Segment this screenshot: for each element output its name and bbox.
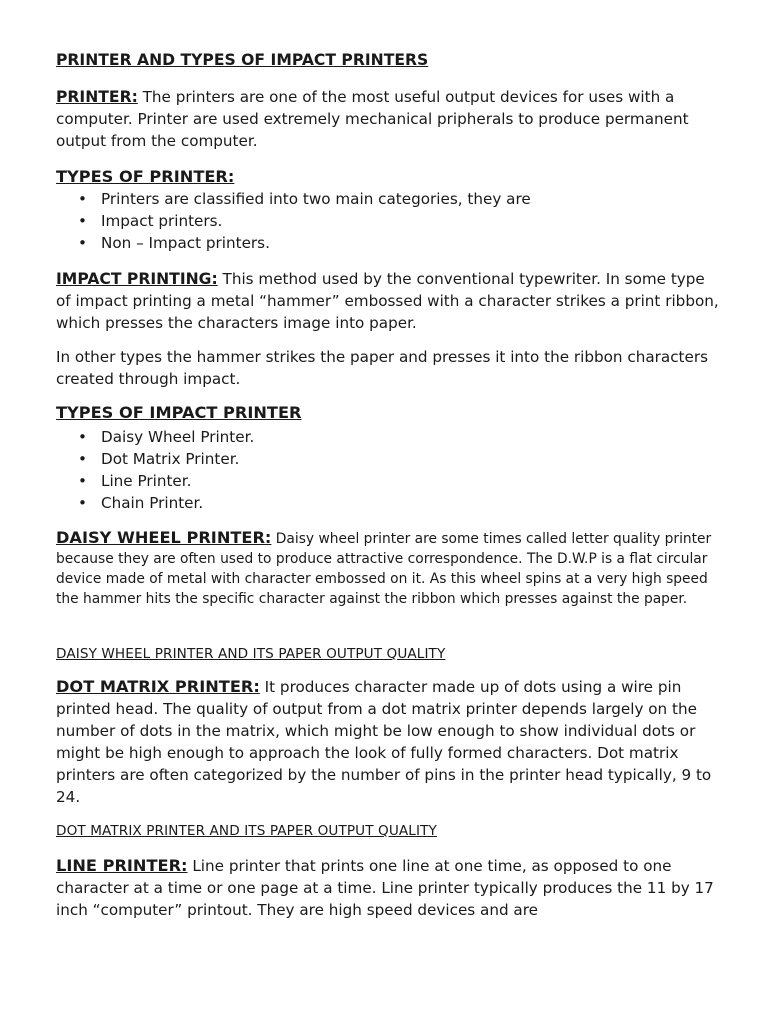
line-printer-paragraph — [56, 855, 720, 921]
dot-matrix-paragraph — [56, 676, 720, 808]
types-of-printer-list — [56, 188, 720, 254]
types-of-impact-printer-list — [56, 426, 720, 514]
dot-matrix-text: It produces character made up of dots using a wire pin printed head. The quality of output from a dot matrix printer depends largely on the number of dots in the matrix, which might be low enough to show individual dots or might be high enough to approach the look of fully formed characters. Dot matrix printers are often categorized by the number of pins in the printer head typically, 9 to 24. — [56, 678, 712, 806]
printer-paragraph — [56, 86, 720, 152]
list-item: • Dot Matrix Printer. — [78, 450, 240, 468]
bullet-icon: • — [78, 494, 87, 512]
bullet-icon: • — [78, 234, 87, 252]
list-item: • Daisy Wheel Printer. — [78, 428, 255, 446]
list-item: • Non – Impact printers. — [78, 234, 270, 252]
dot-matrix-caption: DOT MATRIX PRINTER AND ITS PAPER OUTPUT QUALITY — [56, 823, 437, 839]
list-item: • Line Printer. — [78, 472, 192, 490]
types-of-printer-heading: TYPES OF PRINTER: — [56, 167, 235, 186]
daisy-wheel-text: Daisy wheel printer are some times called letter quality printer because they are often used to produce attractive correspondence. The D.W.P is a flat circular device made of metal with character embossed on it. As this wheel spins at a very high speed the hammer hits the specific character against the ribbon which presses against the paper. — [56, 531, 712, 607]
printer-heading: PRINTER: — [56, 88, 138, 106]
dot-matrix-heading: DOT MATRIX PRINTER: — [56, 677, 260, 696]
daisy-wheel-paragraph — [56, 528, 720, 609]
impact-printing-heading: IMPACT PRINTING: — [56, 270, 218, 288]
impact-printing-paragraph-2: In other types the hammer strikes the paper and presses it into the ribbon characters created through impact. — [56, 348, 709, 388]
line-printer-heading: LINE PRINTER: — [56, 856, 188, 875]
impact-printing-paragraph — [56, 268, 720, 334]
bullet-icon: • — [78, 450, 87, 468]
daisy-wheel-caption: DAISY WHEEL PRINTER AND ITS PAPER OUTPUT QUALITY — [56, 646, 446, 662]
document-title: PRINTER AND TYPES OF IMPACT PRINTERS — [56, 51, 429, 69]
bullet-icon: • — [78, 428, 87, 446]
list-item: • Impact printers. — [78, 212, 223, 230]
list-item: • Printers are classified into two main categories, they are — [78, 190, 531, 208]
printer-text: The printers are one of the most useful output devices for uses with a computer. Printer are used extremely mechanical pripherals to produce permanent output from the computer. — [56, 88, 689, 150]
line-printer-text: Line printer that prints one line at one time, as opposed to one character at a time or one page at a time. Line printer typically produces the 11 by 17 inch “computer” printout. They are high speed devices and are — [56, 857, 714, 919]
bullet-icon: • — [78, 212, 87, 230]
daisy-wheel-heading: DAISY WHEEL PRINTER: — [56, 528, 272, 547]
impact-printing-text: This method used by the conventional typewriter. In some type of impact printing a metal “hammer” embossed with a character strikes a print ribbon, which presses the characters image into paper. — [56, 270, 719, 332]
types-of-impact-printer-heading: TYPES OF IMPACT PRINTER — [56, 403, 302, 422]
bullet-icon: • — [78, 190, 87, 208]
bullet-icon: • — [78, 472, 87, 490]
list-item: • Chain Printer. — [78, 494, 204, 512]
